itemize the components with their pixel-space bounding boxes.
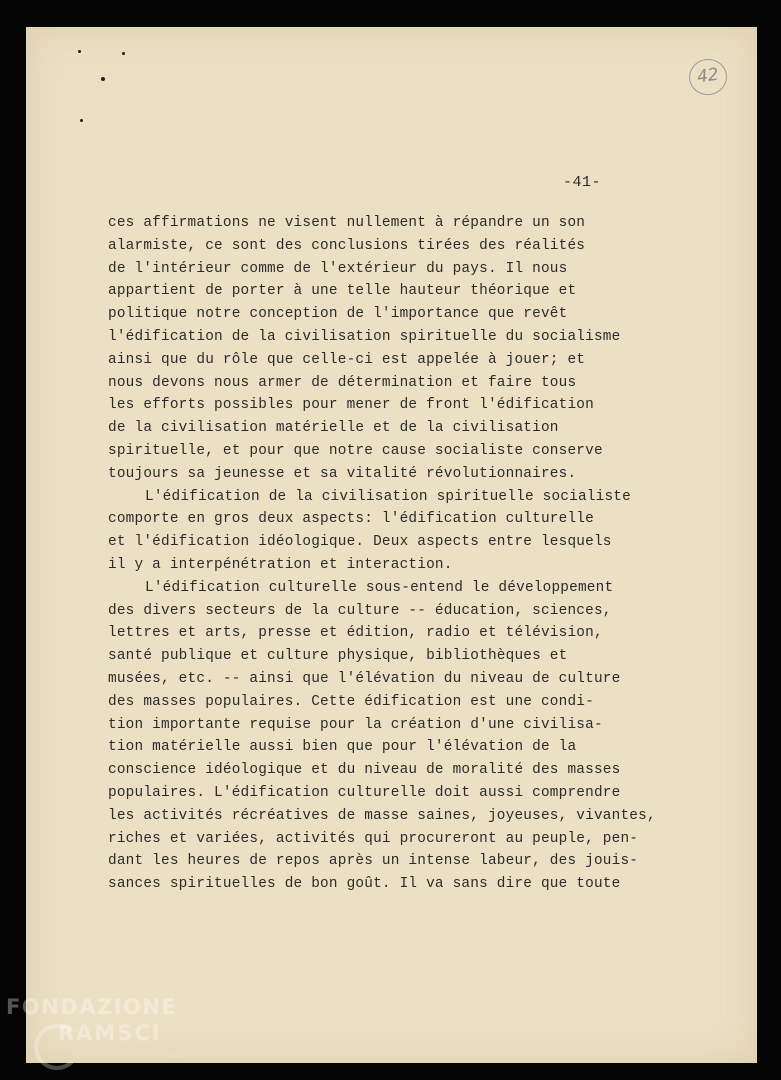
paper-speck — [101, 77, 105, 81]
text-line: alarmiste, ce sont des conclusions tirées des réalités — [108, 237, 586, 254]
watermark-line-1: FONDAZIONE — [6, 995, 178, 1019]
text-line: tion matérielle aussi bien que pour l'élévation de la — [108, 739, 577, 756]
text-line: ces affirmations ne visent nullement à répandre un son — [108, 215, 586, 231]
text-line: ainsi que du rôle que celle-ci est appelée à jouer; et — [108, 351, 586, 368]
text-line: dant les heures de repos après un intense labeur, des jouis- — [108, 853, 639, 870]
text-line: conscience idéologique et du niveau de moralité des masses — [108, 762, 621, 779]
text-line: comporte en gros deux aspects: l'édification culturelle — [108, 511, 594, 528]
paper-speck — [122, 52, 125, 55]
text-line: santé publique et culture physique, bibliothèques et — [108, 648, 568, 665]
text-line: riches et variées, activités qui procureront au peuple, pen- — [108, 830, 639, 847]
watermark-logo-icon — [34, 1024, 80, 1070]
paper-speck — [80, 119, 83, 122]
document-body-text — [108, 212, 678, 896]
archive-page-number-stamp: 42 — [687, 57, 730, 98]
text-line: musées, etc. -- ainsi que l'élévation du niveau de culture — [108, 670, 621, 687]
paper-speck — [78, 50, 81, 53]
text-line: populaires. L'édification culturelle doit aussi comprendre — [108, 784, 621, 801]
page-number: -41- — [563, 174, 602, 191]
text-line: L'édification culturelle sous-entend le développement — [145, 579, 614, 596]
fondazione-gramsci-watermark — [6, 994, 187, 1059]
text-line: lettres et arts, presse et édition, radio et télévision, — [108, 625, 603, 642]
text-line: les activités récréatives de masse saines, joyeuses, vivantes, — [108, 807, 656, 824]
text-line: sances spirituelles de bon goût. Il va sans dire que toute — [108, 876, 621, 893]
text-line: les efforts possibles pour mener de front l'édification — [108, 397, 594, 414]
text-line: politique notre conception de l'importance que revêt — [108, 306, 568, 323]
text-line: de la civilisation matérielle et de la civilisation — [108, 420, 559, 437]
text-line: des divers secteurs de la culture -- éducation, sciences, — [108, 602, 612, 619]
text-line: et l'édification idéologique. Deux aspects entre lesquels — [108, 534, 612, 551]
watermark-small-text: ONLUS — [164, 1052, 187, 1059]
text-line: il y a interpénétration et interaction. — [108, 556, 453, 573]
text-line: appartient de porter à une telle hauteur théorique et — [108, 283, 577, 300]
text-line: des masses populaires. Cette édification est une condi- — [108, 693, 594, 710]
text-line: nous devons nous armer de détermination et faire tous — [108, 374, 577, 391]
text-line: l'édification de la civilisation spirituelle du socialisme — [108, 328, 621, 345]
text-line: L'édification de la civilisation spirituelle socialiste — [145, 488, 631, 505]
text-line: de l'intérieur comme de l'extérieur du pays. Il nous — [108, 260, 568, 277]
text-line: spirituelle, et pour que notre cause socialiste conserve — [108, 442, 603, 459]
watermark-line-2: RAMSCI — [58, 1021, 162, 1045]
text-line: tion importante requise pour la création d'une civilisa- — [108, 716, 603, 733]
text-line: toujours sa jeunesse et sa vitalité révolutionnaires. — [108, 465, 577, 482]
